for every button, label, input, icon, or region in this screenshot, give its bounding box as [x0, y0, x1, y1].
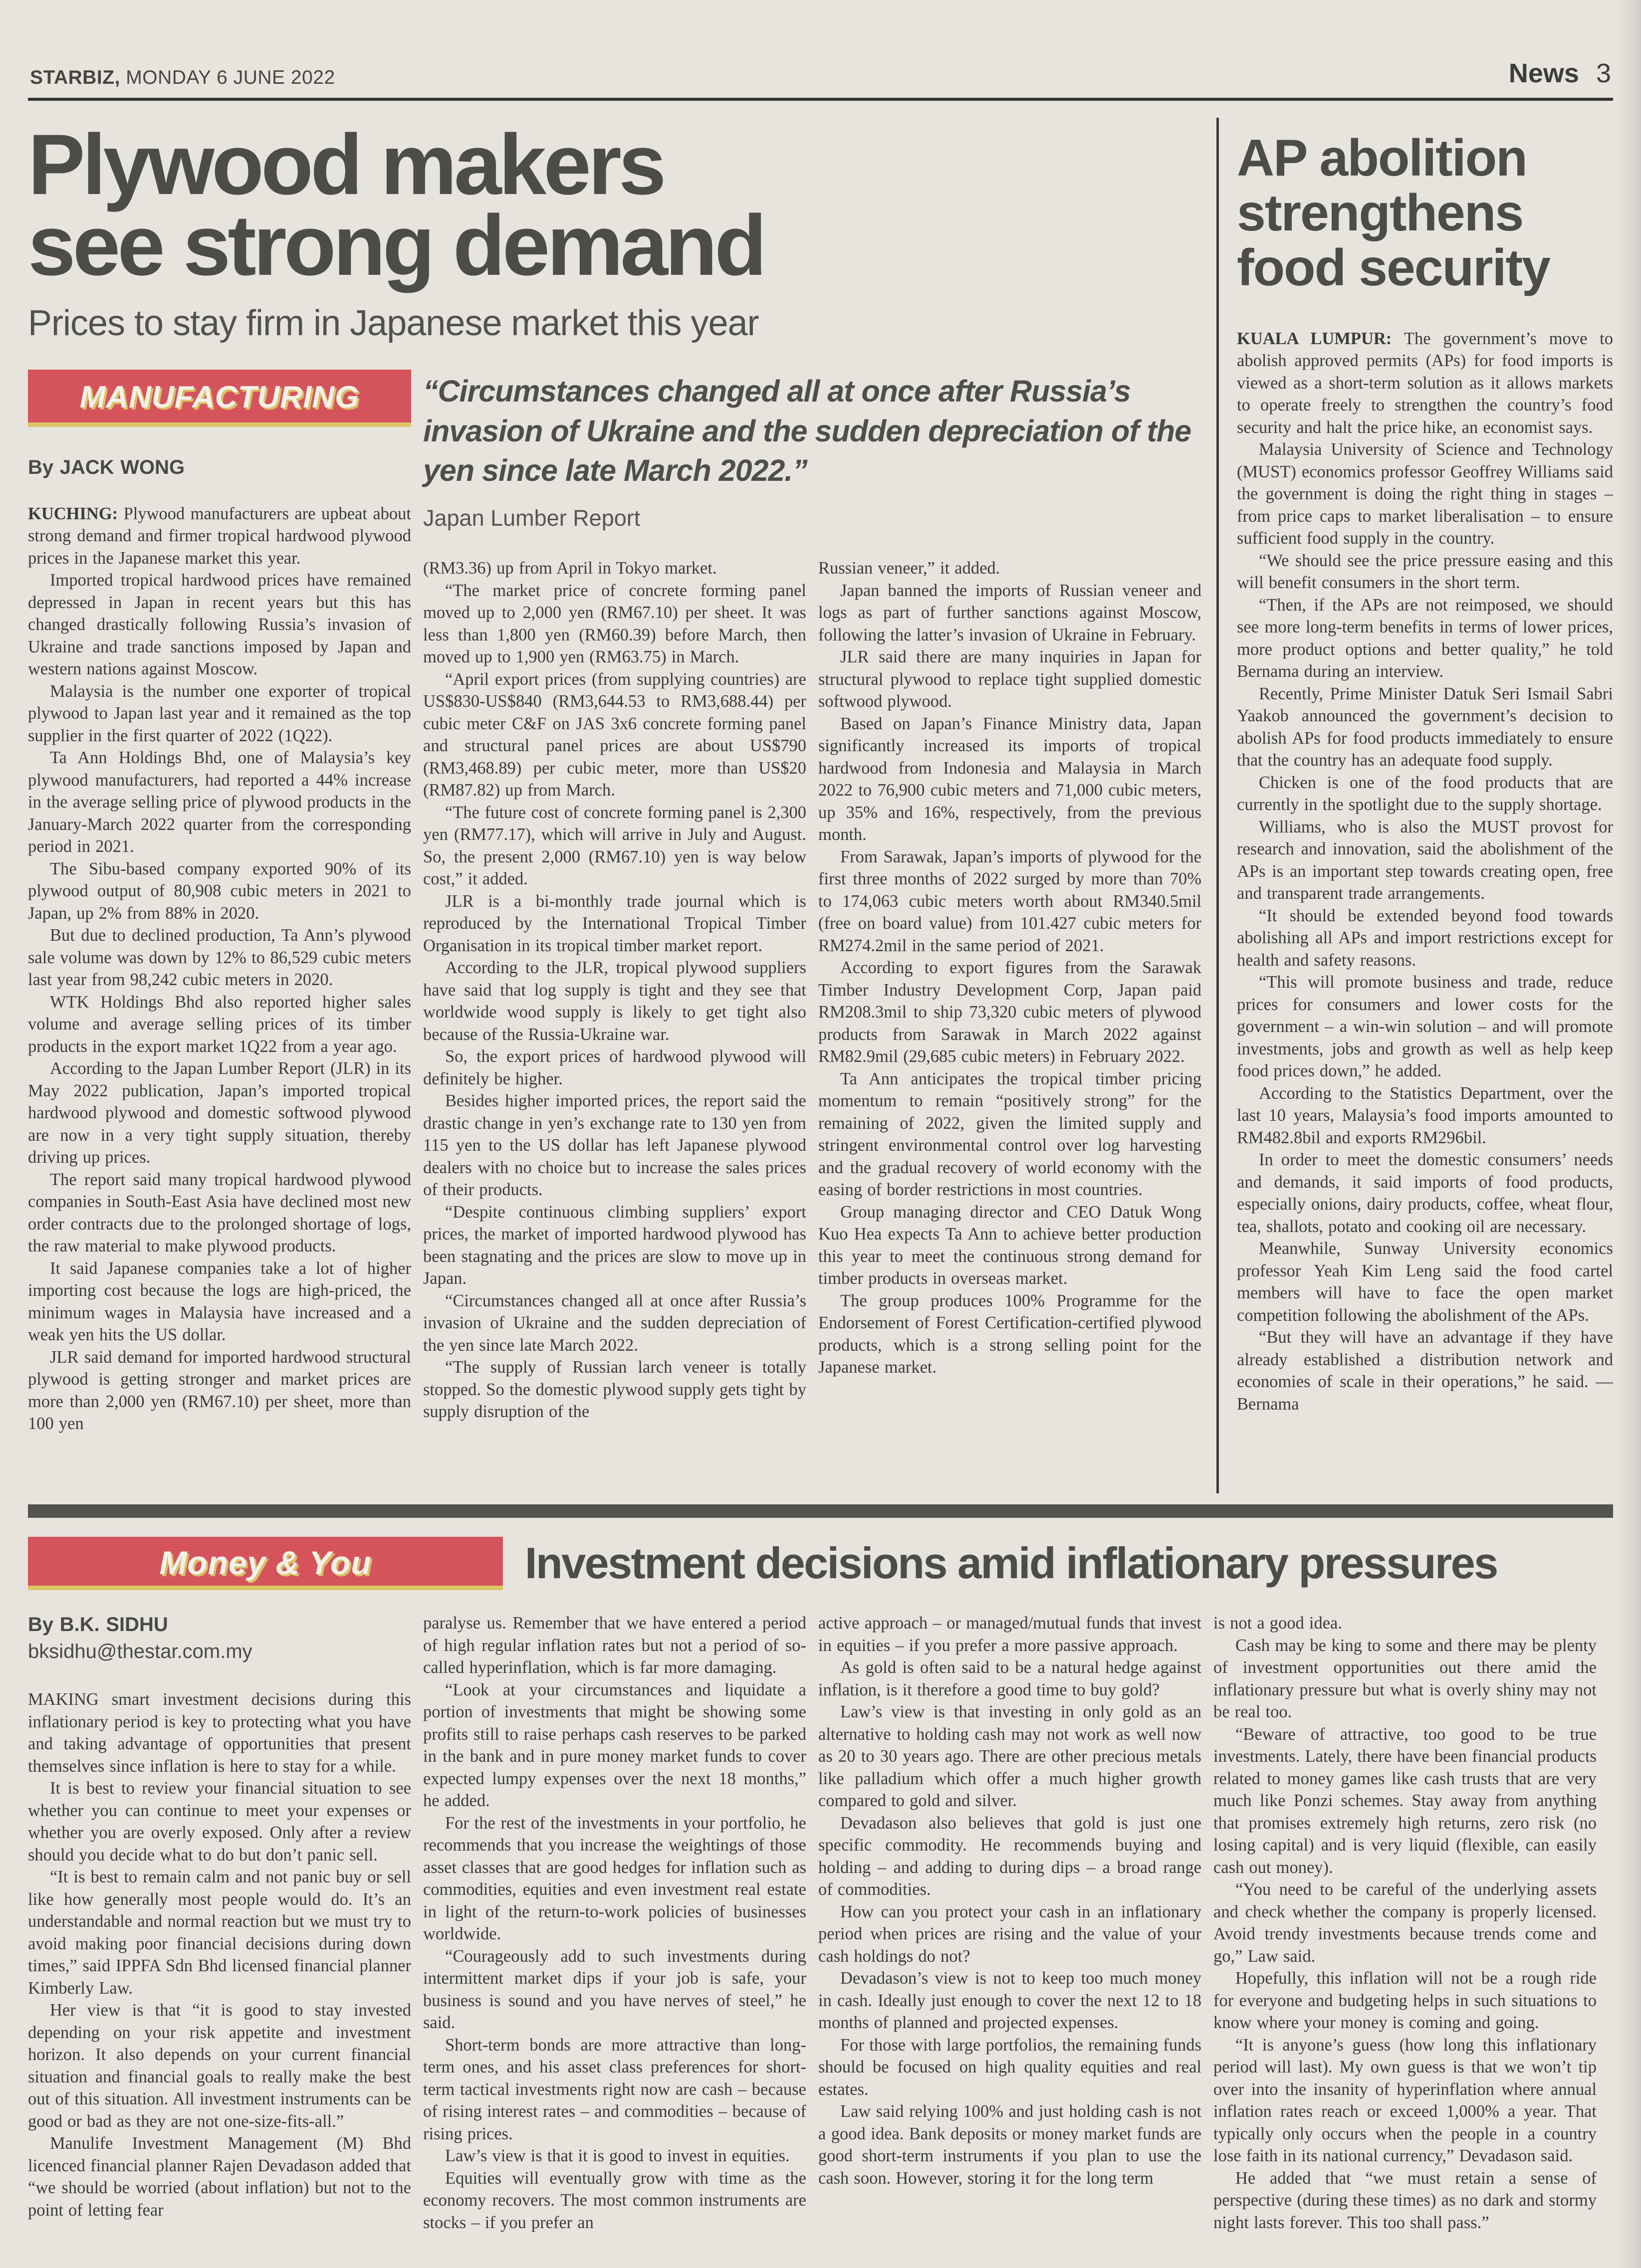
money-byline-name: By B.K. SIDHU	[28, 1614, 168, 1636]
paragraph: JLR is a bi-monthly trade journal which is reproduced by the International Tropical Timber Organisation in its tropical timber market report.	[423, 891, 806, 955]
money-and-you-kicker-banner	[28, 1537, 503, 1590]
paragraph: From Sarawak, Japan’s imports of plywood for the first three months of 2022 surged by more than 70% to 174,063 cubic meters worth about RM340.5mil (free on board value) from 101.427 cubic meters for RM274.2mil in the same period of 2021.	[818, 847, 1201, 955]
ap-abolition-article	[1216, 118, 1613, 1493]
paragraph: But due to declined production, Ta Ann’s plywood sale volume was down by 12% to 86,529 cubic meters last year from 98,242 cubic meters in 2020.	[28, 926, 411, 990]
paragraph: paralyse us. Remember that we have entered a period of high regular inflation rates but not a period of so-called hyperinflation, which is far more damaging.	[423, 1614, 806, 1677]
paragraph: “Courageously add to such investments during intermittent market dips if your job is safe, your business is sound and you have nerves of steel,” he said.	[423, 1946, 806, 2032]
paragraph: Devadason’s view is not to keep too much money in cash. Ideally just enough to cover the next 12 to 18 months of planned and projected expenses.	[818, 1969, 1201, 2032]
paragraph: Besides higher imported prices, the report said the drastic change in yen’s exchange rate to 130 yen from 115 yen to the US dollar has left Japanese plywood dealers with no choice but to increase the sales prices of their products.	[423, 1091, 806, 1200]
plywood-article	[28, 118, 1201, 1493]
paragraph: “Despite continuous climbing suppliers’ export prices, the market of imported hardwood plywood has been stagnating and the prices are slow to move up in Japan.	[423, 1202, 806, 1288]
main-headline-line2: see strong demand	[28, 197, 764, 293]
main-article-col1-text	[28, 503, 411, 1435]
money-col3	[818, 1612, 1201, 2261]
paragraph: Law’s view is that investing in only gold as an alternative to holding cash may not work as well now as 20 to 30 years ago. There are other precious metals like palladium which offer a much higher growth compared to gold and silver.	[818, 1702, 1201, 1810]
paragraph: According to the Japan Lumber Report (JLR) in its May 2022 publication, Japan’s imported tropical hardwood plywood and domestic softwood plywood are now in a very tight supply situation, thereby driving up prices.	[28, 1059, 411, 1167]
paragraph: “It should be extended beyond food towards abolishing all APs and import restrictions except for health and safety reasons.	[1237, 906, 1613, 970]
paragraph: Williams, who is also the MUST provost for research and innovation, said the abolishment of the APs is an important step towards creating open, free and transparent trade arrangements.	[1237, 817, 1613, 903]
money-col2	[423, 1612, 806, 2261]
paragraph: “Circumstances changed all at once after Russia’s invasion of Ukraine and the sudden depreciation of the yen since late March 2022.	[423, 1291, 806, 1355]
paragraph: Hopefully, this inflation will not be a rough ride for everyone and budgeting helps in such situations to know where your money is coming and going.	[1213, 1969, 1597, 2032]
paragraph: “It is anyone’s guess (how long this inflationary period will last). My own guess is that we won’t tip over into the insanity of hyperinflation where annual inflation rates reach or exceed 1,000% a year. That typically only occurs when the people in a country lose faith in its national currency,” Devadason said.	[1213, 2035, 1597, 2165]
paragraph: “The supply of Russian larch veneer is totally stopped. So the domestic plywood supply gets tight by supply disruption of the	[423, 1358, 806, 1422]
main-article-cols-2-3	[423, 557, 1201, 1423]
paragraph: Devadason also believes that gold is just one specific commodity. He recommends buying and holding – and adding to during dips – a broad range of commodities.	[818, 1813, 1201, 1899]
paragraph: “We should see the price pressure easing and this will benefit consumers in the short term.	[1237, 551, 1613, 593]
money-col4	[1213, 1612, 1597, 2261]
paragraph: “You need to be careful of the underlying assets and check whether the company is properly licensed. Avoid trendy investments because trends come and go,” Law said.	[1213, 1880, 1597, 1966]
paragraph: In order to meet the domestic consumers’ needs and demands, it said imports of food products, especially onions, dairy products, coffee, wheat flour, tea, shallots, potato and cooking oil are necessary.	[1237, 1150, 1613, 1236]
page-header	[28, 0, 1613, 101]
paragraph: Imported tropical hardwood prices have remained depressed in Japan in recent years but this has changed drastically following Russia’s invasion of Ukraine and trade sanctions imposed by Japan and western nations against Moscow.	[28, 571, 411, 679]
money-col1	[28, 1612, 411, 2261]
paragraph: (RM3.36) up from April in Tokyo market.	[423, 559, 717, 578]
paragraph: The report said many tropical hardwood plywood companies in South-East Asia have declined most new order contracts due to the prolonged shortage of logs, the raw material to make plywood products.	[28, 1170, 411, 1256]
sidebar-headline: AP abolition strengthens food security	[1237, 129, 1550, 297]
paragraph: “April export prices (from supplying countries) are US$830-US$840 (RM3,644.53 to RM3,688.44) per cubic meter C&F on JAS 3x6 concrete forming panel and structural panel prices are about US$790 (RM3,468.89) per cubic meter, more than US$20 (RM87.82) up from March.	[423, 669, 806, 800]
paragraph: active approach – or managed/mutual funds that invest in equities – if you prefer a more passive approach.	[818, 1614, 1201, 1655]
paragraph: According to the JLR, tropical plywood suppliers have said that log supply is tight and they see that worldwide wood supply is likely to get tight also because of the Russia-Ukraine war.	[423, 958, 806, 1044]
paragraph: Ta Ann anticipates the tropical timber pricing momentum to remain “positively strong” for the remaining of 2022, given the limited supply and stringent environmental control over log harvesting and the gradual recovery of world economy with the easing of border restrictions in most countries.	[818, 1069, 1201, 1200]
paragraph: is not a good idea.	[1213, 1614, 1342, 1633]
paragraph: So, the export prices of hardwood plywood will definitely be higher.	[423, 1047, 806, 1088]
main-article-byline: By JACK WONG	[28, 456, 185, 479]
paragraph: “Then, if the APs are not reimposed, we should see more long-term benefits in terms of lower prices, more product options and better quality,” he told Bernama during an interview.	[1237, 595, 1613, 681]
paragraph: “It is best to remain calm and not panic buy or sell like how generally most people would do. It’s an understandable and normal reaction but we must try to avoid making poor financial decisions during down times,” said IPPFA Sdn Bhd licensed financial planner Kimberly Law.	[28, 1867, 411, 1998]
main-headline	[28, 118, 1201, 293]
main-article-col1	[28, 370, 411, 1435]
paragraph: Malaysia University of Science and Technology (MUST) economics professor Geoffrey Williams said the government is doing the right thing in stages – from price caps to market liberalisation – to ensure sufficient food supply in the country.	[1237, 440, 1613, 548]
masthead-brand: STARBIZ,	[30, 67, 120, 88]
paragraph: As gold is often said to be a natural hedge against inflation, is it therefore a good time to buy gold?	[818, 1658, 1201, 1699]
paragraph: JLR said demand for imported hardwood structural plywood is getting stronger and market prices are more than 2,000 yen (RM67.10) per sheet, more than 100 yen	[28, 1347, 411, 1434]
paragraph: Russian veneer,” it added.	[818, 559, 1000, 578]
paragraph: Japan banned the imports of Russian veneer and logs as part of further sanctions against Moscow, following the latter’s invasion of Ukraine in February.	[818, 581, 1201, 644]
manufacturing-kicker-banner	[28, 370, 411, 427]
paragraph: It said Japanese companies take a lot of higher importing cost because the logs are high-priced, the minimum wages in Malaysia have increased and a weak yen hits the US dollar.	[28, 1258, 411, 1345]
paragraph: JLR said there are many inquiries in Japan for structural plywood to replace tight supplied domestic softwood plywood.	[818, 647, 1201, 711]
paragraph: Group managing director and CEO Datuk Wong Kuo Hea expects Ta Ann to achieve better production this year to meet the continuous strong demand for timber products in overseas market.	[818, 1202, 1201, 1288]
money-and-you-kicker-label: Money & You	[159, 1544, 372, 1581]
paragraph: Short-term bonds are more attractive than long-term ones, and his asset class preferences for short-term tactical investments right now are cash – because of rising interest rates – and commodities – because of rising prices.	[423, 2035, 806, 2143]
paragraph: KUALA LUMPUR: The government’s move to abolish approved permits (APs) for food imports is viewed as a short-term solution as it allows markets to operate freely to strengthen the country’s food security and halt the price hike, an economist says.	[1237, 329, 1613, 437]
main-article-col3	[818, 557, 1201, 1423]
paragraph: “The market price of concrete forming panel moved up to 2,000 yen (RM67.10) per sheet. It was less than 1,800 yen (RM60.39) before March, then moved up to 1,900 yen (RM63.75) in March.	[423, 581, 806, 667]
paragraph: Law’s view is that it is good to invest in equities.	[445, 2146, 790, 2165]
pull-quote: “Circumstances changed all at once after Russia’s invasion of Ukraine and the sudden depreciation of the yen since late March 2022.”	[423, 374, 1191, 487]
money-headline: Investment decisions amid inflationary pressures	[525, 1538, 1497, 1588]
paragraph: Cash may be king to some and there may be plenty of investment opportunities out there amid the inflationary pressure but what is overly shiny may not be real too.	[1213, 1636, 1597, 1721]
main-story-area	[28, 118, 1613, 1493]
paragraph: He added that “we must retain a sense of perspective (during these times) as no dark and stormy night lasts forever. This too shall pass.”	[1213, 2168, 1597, 2232]
paragraph: Recently, Prime Minister Datuk Seri Ismail Sabri Yaakob announced the government’s decision to abolish APs for food products immediately to ensure that the country has an adequate food supply.	[1237, 684, 1613, 770]
paragraph: The group produces 100% Programme for the Endorsement of Forest Certification-certified plywood products, which is a strong selling point for the Japanese market.	[818, 1291, 1201, 1377]
main-article-columns	[28, 370, 1201, 1435]
page-number: 3	[1596, 58, 1611, 88]
paragraph: Meanwhile, Sunway University economics professor Yeah Kim Leng said the food cartel members will have to face the open market competition following the abolishment of the APs.	[1237, 1239, 1613, 1325]
paragraph: Her view is that “it is good to stay invested depending on your risk appetite and investment horizon. It also depends on your current financial situation and financial goals to really make the best out of this situation. All investment instruments can be good or bad as they are not one-size-fits-all.”	[28, 2001, 411, 2131]
paragraph: MAKING smart investment decisions during this inflationary period is key to protecting what you have and taking advantage of opportunities that present themselves since inflation is here to stay for a while.	[28, 1690, 411, 1776]
main-article-col2	[423, 557, 806, 1423]
paragraph: “This will promote business and trade, reduce prices for consumers and lower costs for the government – a win-win solution – and will promote investments, jobs and growth as well as help keep food prices down,” he added.	[1237, 973, 1613, 1081]
paragraph: “Beware of attractive, too good to be true investments. Lately, there have been financial products related to money games like cash trusts that are very much like Ponzi schemes. Stay away from anything that promises extremely high returns, zero risk (no losing capital) and is very liquid (flexible, can easily cash out money).	[1213, 1724, 1597, 1877]
paragraph: WTK Holdings Bhd also reported higher sales volume and average selling prices of its timber products in the export market 1Q22 from a year ago.	[28, 992, 411, 1056]
paragraph: Equities will eventually grow with time as the economy recovers. The most common instruments are stocks – if you prefer an	[423, 2168, 806, 2232]
paragraph: Malaysia is the number one exporter of tropical plywood to Japan last year and it remained as the top supplier in the first quarter of 2022 (1Q22).	[28, 681, 411, 745]
pull-quote-attribution: Japan Lumber Report	[423, 505, 641, 531]
paragraph: “Look at your circumstances and liquidate a portion of investments that might be showing some profits still to raise perhaps cash reserves to be parked in the bank and in pure money market funds to cover expected lumpy expenses over the next 18 months,” he added.	[423, 1680, 806, 1810]
paragraph: “But they will have an advantage if they have already established a distribution network and economies of scale in their operations,” he said. — Bernama	[1237, 1328, 1613, 1414]
paragraph: For the rest of the investments in your portfolio, he recommends that you increase the weightings of those asset classes that are good hedges for inflation such as commodities, equities and even investment real estate in light of the return-to-work policies of businesses worldwide.	[423, 1813, 806, 1943]
main-subheadline: Prices to stay firm in Japanese market this year	[28, 303, 759, 344]
money-col1-text	[28, 1688, 411, 2221]
paragraph: The Sibu-based company exported 90% of its plywood output of 80,908 cubic meters in 2021 to Japan, up 2% from 88% in 2020.	[28, 859, 411, 923]
money-article-columns	[28, 1612, 1613, 2261]
main-headline-line1: Plywood makers	[28, 118, 664, 212]
section-name: News	[1508, 58, 1579, 88]
section-divider-bar	[28, 1504, 1613, 1518]
paragraph: Ta Ann Holdings Bhd, one of Malaysia’s key plywood manufacturers, had reported a 44% increase in the average selling price of plywood products in the January-March 2022 quarter from the corresponding period in 2021.	[28, 748, 411, 856]
paragraph: Manulife Investment Management (M) Bhd licenced financial planner Rajen Devadason added that “we should be worried (about inflation) but not to the point of letting fear	[28, 2134, 411, 2220]
money-section-header	[28, 1537, 1613, 1590]
paragraph: KUCHING: Plywood manufacturers are upbeat about strong demand and firmer tropical hardwood plywood prices in the Japanese market this year.	[28, 504, 411, 568]
paragraph: Based on Japan’s Finance Ministry data, Japan significantly increased its imports of tropical hardwood from Indonesia and Malaysia in March 2022 to 76,900 cubic meters and 71,000 cubic meters, up 35% and 16%, respectively, from the previous month.	[818, 714, 1201, 844]
paragraph: “The future cost of concrete forming panel is 2,300 yen (RM77.17), which will arrive in July and August. So, the present 2,000 (RM67.10) yen is way below cost,” it added.	[423, 803, 806, 889]
paragraph: According to the Statistics Department, over the last 10 years, Malaysia’s food imports amounted to RM482.8bil and exports RM296bil.	[1237, 1083, 1613, 1147]
paragraph: According to export figures from the Sarawak Timber Industry Development Corp, Japan paid RM208.3mil to ship 73,320 cubic meters of plywood products from Sarawak in March 2022 against RM82.9mil (29,685 cubic meters) in February 2022.	[818, 958, 1201, 1066]
paragraph: It is best to review your financial situation to see whether you can continue to meet your expenses or whether you are overly exposed. Only after a review should you decide what to do but don’t panic sell.	[28, 1779, 411, 1864]
main-article-quote-and-cols	[423, 370, 1201, 1435]
manufacturing-kicker-label: MANUFACTURING	[79, 380, 360, 415]
money-byline-email: bksidhu@thestar.com.my	[28, 1640, 252, 1662]
paragraph: For those with large portfolios, the remaining funds should be focused on high quality equities and real estates.	[818, 2035, 1201, 2099]
masthead-date: MONDAY 6 JUNE 2022	[120, 67, 335, 88]
sidebar-article-text	[1237, 328, 1613, 1416]
masthead-date-line	[30, 67, 335, 89]
paragraph: How can you protect your cash in an inflationary period when prices are rising and the value of your cash holdings do not?	[818, 1902, 1201, 1966]
section-header	[1509, 58, 1611, 89]
paragraph: Law said relying 100% and just holding cash is not a good idea. Bank deposits or money market funds are good short-term instruments if you plan to use the cash soon. However, storing it for the long term	[818, 2102, 1201, 2188]
paragraph: Chicken is one of the food products that are currently in the spotlight due to the supply shortage.	[1237, 773, 1613, 815]
